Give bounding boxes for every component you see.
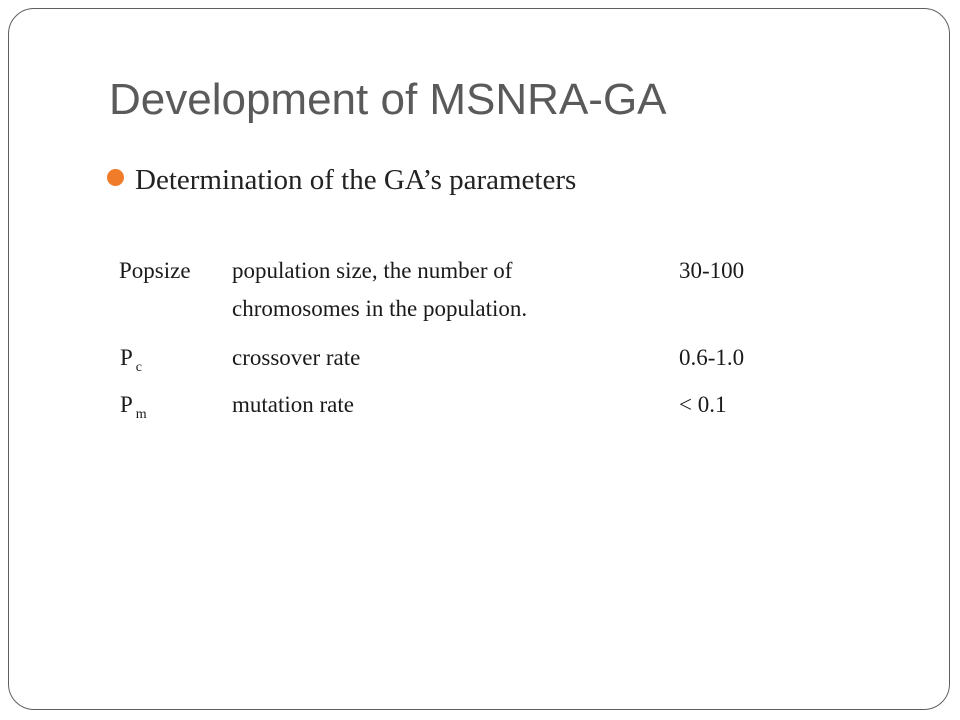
- param-symbol-pc-sub: c: [135, 360, 143, 375]
- param-description-popsize-line2: chromosomes in the population.: [232, 296, 528, 321]
- param-symbol-pm: [120, 386, 147, 428]
- slide-title: Development of MSNRA-GA: [109, 75, 667, 124]
- param-symbol-pc: [120, 339, 142, 381]
- param-symbol-pc-base: P: [120, 345, 133, 370]
- param-symbol-popsize: Popsize: [119, 258, 191, 283]
- param-description-pm: mutation rate: [232, 392, 354, 417]
- param-symbol-pm-base: P: [120, 392, 133, 417]
- param-range-popsize: 30-100: [679, 258, 745, 283]
- bullet-text: Determination of the GA’s parameters: [135, 164, 577, 196]
- param-description-pc: crossover rate: [232, 345, 361, 370]
- param-symbol-pm-sub: m: [135, 407, 147, 422]
- param-description-popsize-line1: population size, the number of: [232, 258, 513, 283]
- param-range-pm: < 0.1: [679, 392, 727, 417]
- param-range-pc: 0.6-1.0: [679, 345, 745, 370]
